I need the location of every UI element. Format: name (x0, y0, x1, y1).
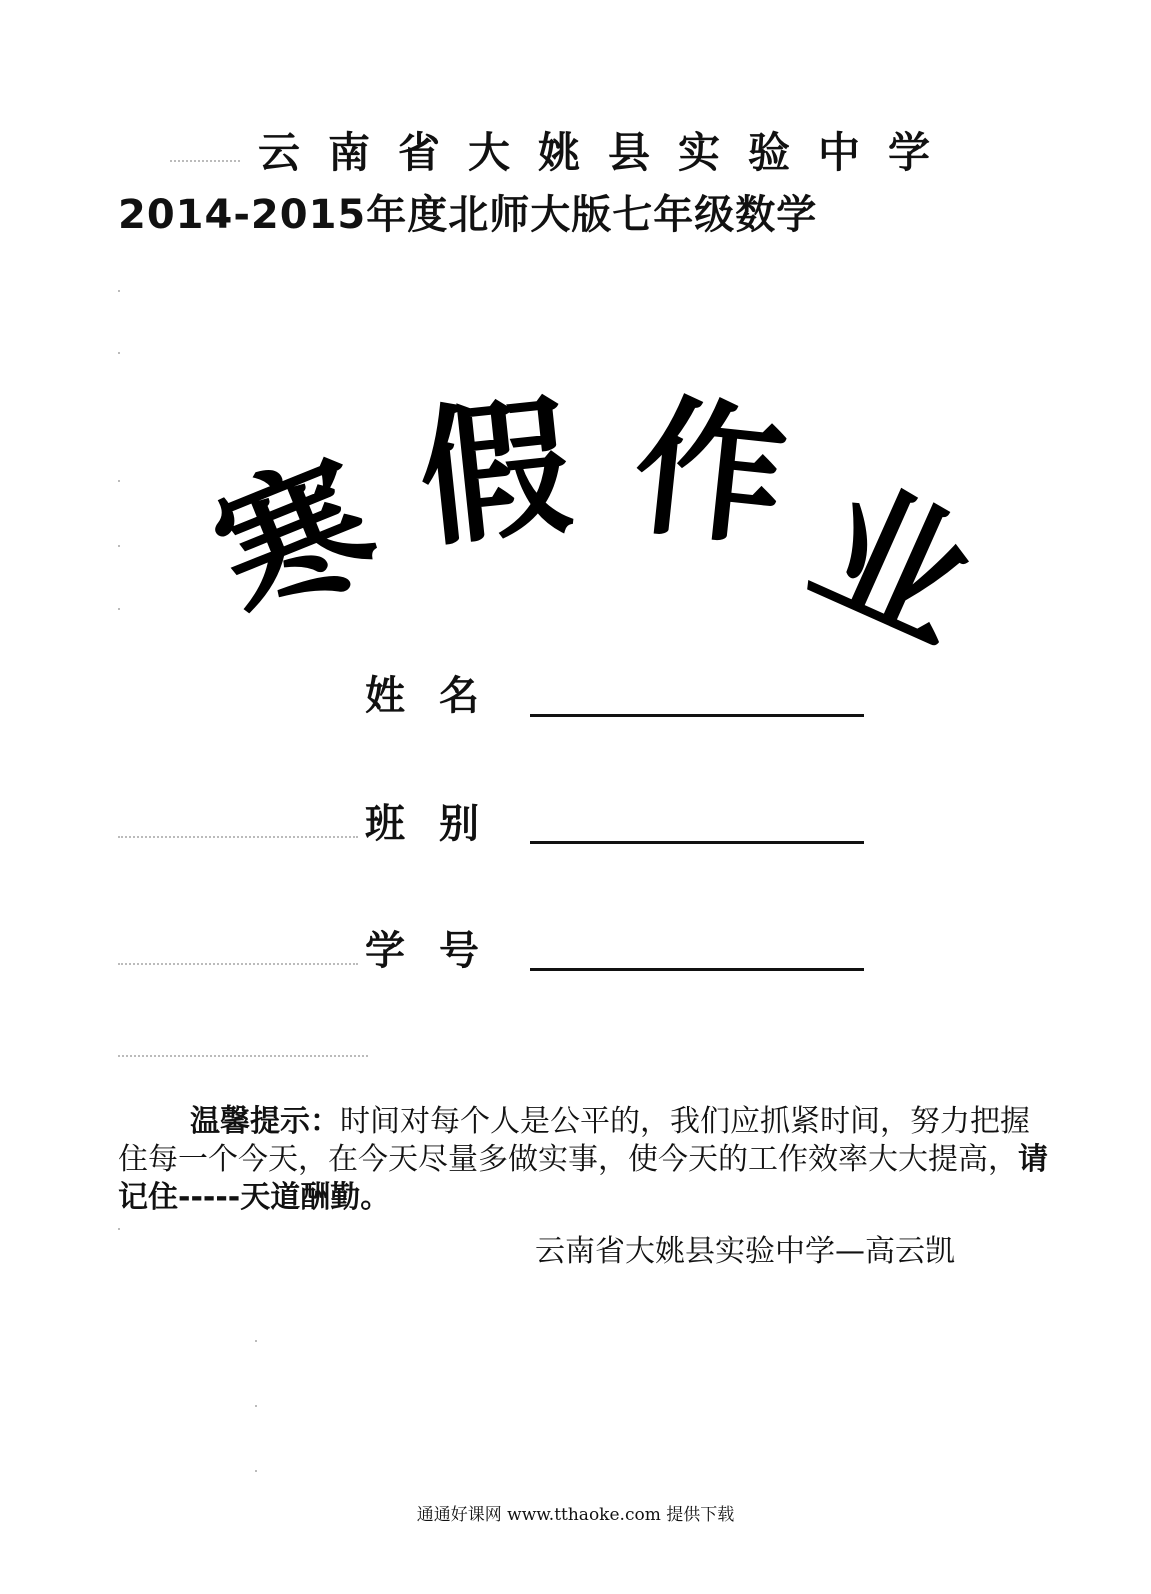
dot-mark (118, 290, 120, 292)
school-name: 云南省大姚县实验中学 (258, 128, 959, 177)
course-title: 2014-2015年度北师大版七年级数学 (118, 192, 818, 238)
reminder-paragraph (118, 1103, 1058, 1217)
dot-mark (118, 1228, 120, 1230)
dotted-guide (118, 963, 358, 965)
signature: 云南省大姚县实验中学—高云凯 (535, 1234, 955, 1269)
class-field[interactable] (530, 841, 864, 844)
title-char-4: 业 (788, 454, 998, 676)
title-char-1: 寒 (192, 430, 398, 650)
dot-mark (118, 352, 120, 354)
class-label: 班别 (365, 801, 513, 847)
student-number-label: 学号 (365, 928, 513, 974)
dot-mark (118, 608, 120, 610)
dot-mark (118, 545, 120, 547)
reminder-text: 时间对每个人是公平的，我们应抓紧时间，努力把握住每一个今天，在今天尽量多做实事，使今天的工作效率大大提高， (118, 1104, 1030, 1177)
title-char-3: 作 (626, 377, 794, 569)
reminder-label: 温馨提示： (190, 1104, 340, 1139)
dot-mark (255, 1470, 257, 1472)
name-label: 姓名 (365, 673, 513, 719)
student-number-field[interactable] (530, 968, 864, 971)
footer-credit: 通通好课网 www.tthaoke.com 提供下载 (416, 1505, 735, 1525)
dot-mark (118, 480, 120, 482)
dot-mark (255, 1340, 257, 1342)
dotted-guide (170, 160, 240, 162)
dotted-guide (118, 836, 358, 838)
dot-mark (255, 1405, 257, 1407)
reminder-emphasis: 请记住-----天道酬勤。 (118, 1142, 1048, 1215)
name-field[interactable] (530, 714, 864, 717)
dotted-guide (118, 1055, 368, 1057)
title-char-2: 假 (411, 377, 579, 569)
